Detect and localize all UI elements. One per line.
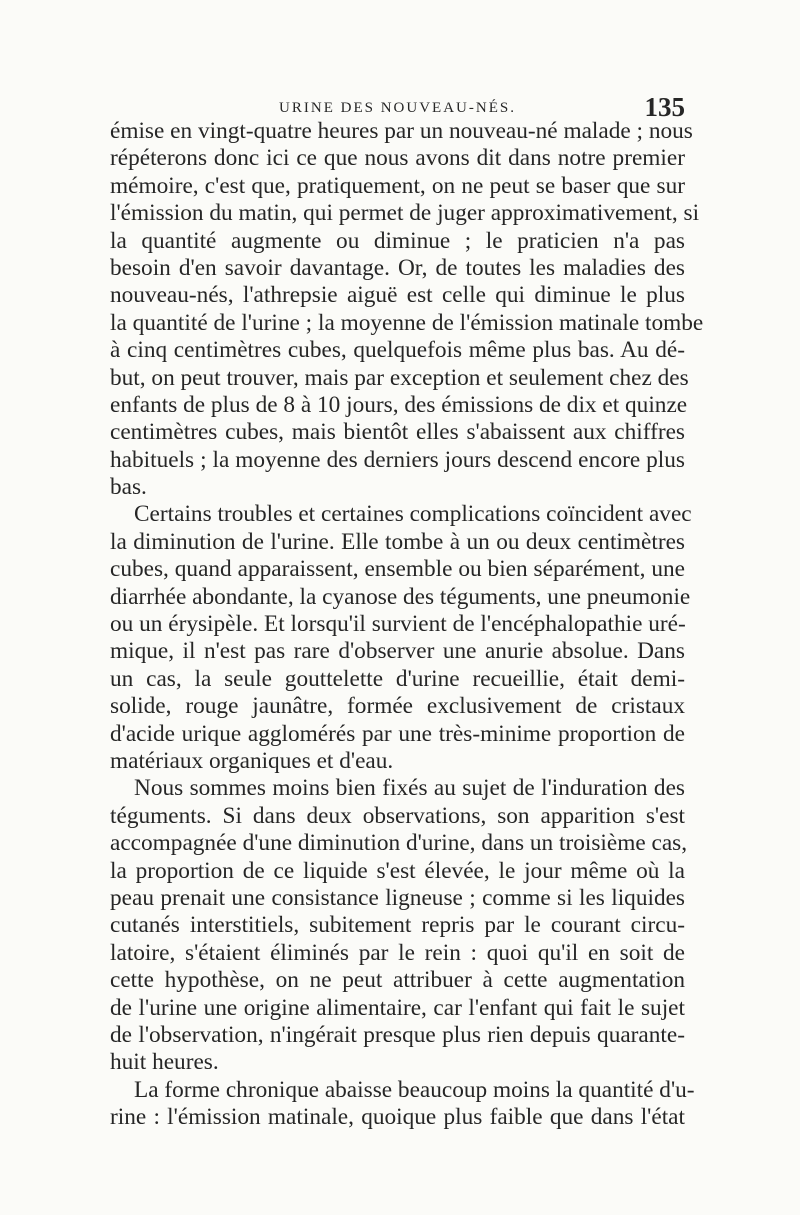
text-line: huit heures.	[110, 1049, 219, 1076]
text-line: peau prenait une consistance ligneuse ; comme si les liquides	[110, 884, 685, 911]
text-line: de l'urine une origine alimentaire, car l'enfant qui fait le sujet	[110, 994, 685, 1021]
paragraph	[110, 775, 688, 1076]
text-line: solide, rouge jaunâtre, formée exclusivement de cristaux	[110, 693, 685, 720]
text-line: bas.	[110, 474, 147, 501]
text-line: matériaux organiques et d'eau.	[110, 747, 394, 774]
text-line: but, on peut trouver, mais par exception et seulement chez des	[110, 364, 689, 391]
text-line: la quantité de l'urine ; la moyenne de l'émission matinale tombe	[110, 309, 704, 336]
text-line: de l'observation, n'ingérait presque plus rien depuis quarante-	[110, 1021, 685, 1048]
paragraph	[110, 118, 704, 501]
text-line: mémoire, c'est que, pratiquement, on ne peut se baser que sur	[110, 172, 685, 199]
text-line: cutanés interstitiels, subitement repris par le courant circu-	[110, 912, 685, 939]
text-line: répéterons donc ici ce que nous avons dit dans notre premier	[110, 145, 685, 172]
text-line: d'acide urique agglomérés par une très-minime proportion de	[110, 720, 685, 747]
text-line: nouveau-nés, l'athrepsie aiguë est celle qui diminue le plus	[110, 282, 685, 309]
text-line: La forme chronique abaisse beaucoup moins la quantité d'u-	[134, 1076, 695, 1103]
text-line: la proportion de ce liquide s'est élevée, le jour même où la	[110, 857, 685, 884]
text-line: centimètres cubes, mais bientôt elles s'abaissent aux chiffres	[110, 419, 685, 446]
text-line: téguments. Si dans deux observations, son apparition s'est	[110, 802, 685, 829]
text-line: ou un érysipèle. Et lorsqu'il survient de l'encéphalopathie uré-	[110, 611, 686, 638]
text-line: émise en vingt-quatre heures par un nouveau-né malade ; nous	[110, 118, 693, 144]
text-line: un cas, la seule gouttelette d'urine recueillie, était demi-	[110, 665, 685, 692]
text-line: mique, il n'est pas rare d'observer une anurie absolue. Dans	[110, 638, 685, 665]
text-line: diarrhée abondante, la cyanose des téguments, une pneumonie	[110, 583, 691, 610]
text-line: besoin d'en savoir davantage. Or, de toutes les maladies des	[110, 254, 685, 281]
text-line: Nous sommes moins bien fixés au sujet de l'induration des	[134, 775, 685, 802]
paragraph	[110, 501, 692, 775]
text-line: l'émission du matin, qui permet de juger approximativement, si	[110, 200, 700, 227]
text-line: la diminution de l'urine. Elle tombe à un ou deux centimètres	[110, 528, 685, 555]
text-line: à cinq centimètres cubes, quelquefois même plus bas. Au dé-	[110, 337, 685, 364]
text-line: Certains troubles et certaines complications coïncident avec	[134, 501, 692, 528]
page-number: 135	[644, 92, 685, 122]
running-title: URINE DES NOUVEAU-NÉS.	[279, 100, 516, 116]
text-line: cette hypothèse, on ne peut attribuer à cette augmentation	[110, 967, 685, 994]
body-text	[110, 118, 704, 1131]
paragraph	[110, 1076, 695, 1132]
text-line: la quantité augmente ou diminue ; le praticien n'a pas	[110, 227, 685, 254]
text-line: habituels ; la moyenne des derniers jours descend encore plus	[110, 446, 685, 473]
text-line: rine : l'émission matinale, quoique plus faible que dans l'état	[110, 1104, 685, 1131]
text-line: cubes, quand apparaissent, ensemble ou bien séparément, une	[110, 556, 685, 583]
text-line: latoire, s'étaient éliminés par le rein : quoi qu'il en soit de	[110, 939, 685, 966]
text-line: accompagnée d'une diminution d'urine, dans un troisième cas,	[110, 830, 688, 857]
text-line: enfants de plus de 8 à 10 jours, des émissions de dix et quinze	[110, 391, 688, 418]
